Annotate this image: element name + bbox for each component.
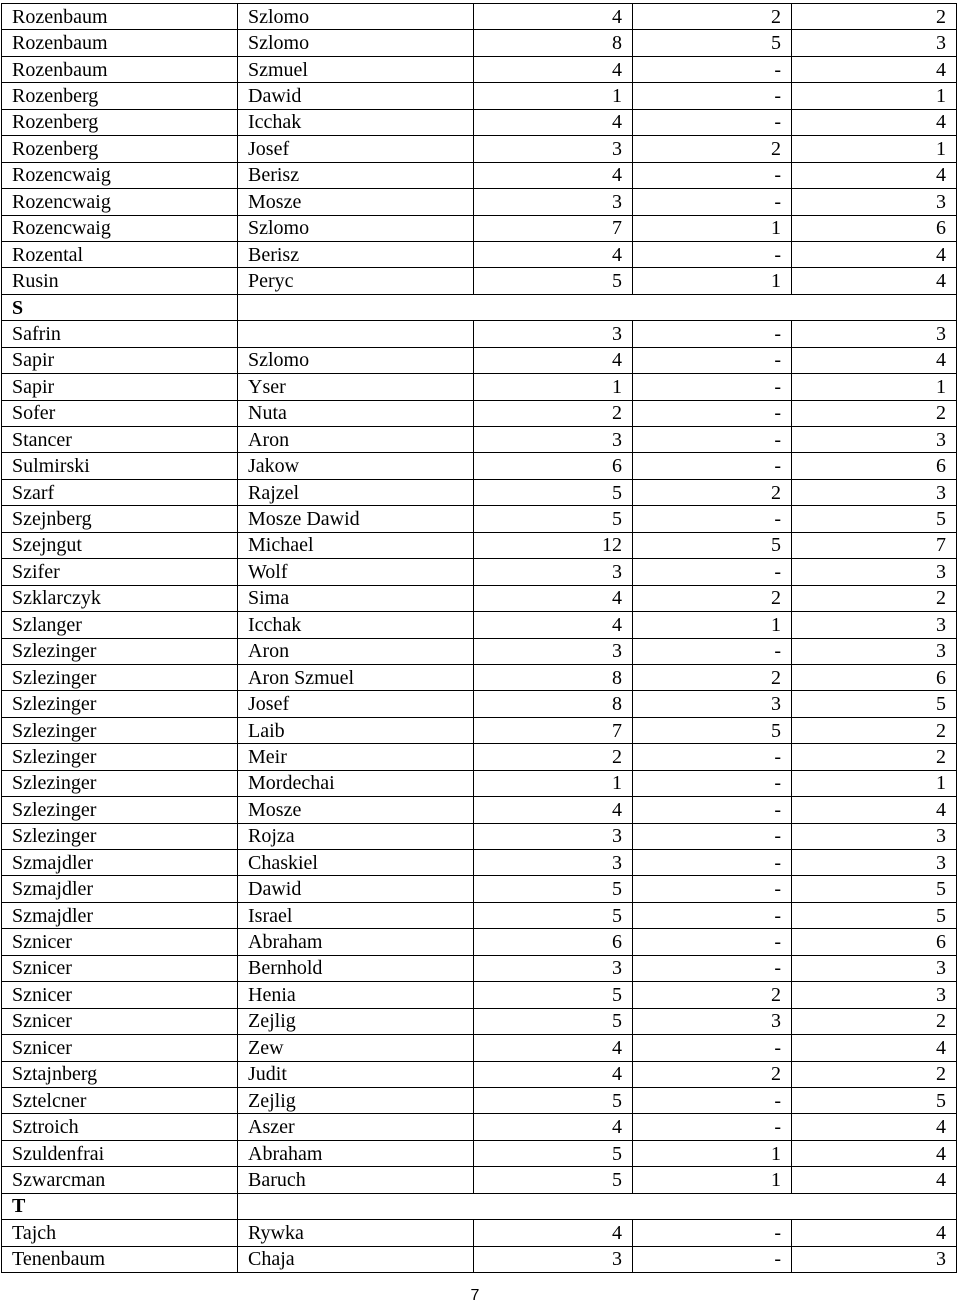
table-row <box>2 506 957 532</box>
count-third-cell: 6 <box>792 215 957 241</box>
given-name-cell: Aron <box>238 638 474 664</box>
table-row <box>2 876 957 902</box>
surname-cell: Sznicer <box>2 1035 238 1061</box>
table-row <box>2 1140 957 1166</box>
given-name-cell: Josef <box>238 136 474 162</box>
count-third-cell: 2 <box>792 744 957 770</box>
given-name-cell: Chaja <box>238 1246 474 1272</box>
count-total-cell: 7 <box>474 215 633 241</box>
given-name-cell: Sima <box>238 585 474 611</box>
count-total-cell: 4 <box>474 585 633 611</box>
table-row <box>2 532 957 558</box>
table-row <box>2 929 957 955</box>
given-name-cell: Michael <box>238 532 474 558</box>
count-third-cell: 5 <box>792 876 957 902</box>
count-total-cell: 5 <box>474 479 633 505</box>
given-name-cell: Mosze Dawid <box>238 506 474 532</box>
given-name-cell: Zew <box>238 1035 474 1061</box>
table-row <box>2 215 957 241</box>
count-second-cell: - <box>633 744 792 770</box>
count-second-cell: 1 <box>633 612 792 638</box>
count-third-cell: 6 <box>792 664 957 690</box>
count-total-cell: 3 <box>474 823 633 849</box>
table-row <box>2 1061 957 1087</box>
table-row <box>2 1008 957 1034</box>
records-table <box>1 3 957 1273</box>
given-name-cell: Meir <box>238 744 474 770</box>
table-row <box>2 982 957 1008</box>
count-total-cell: 4 <box>474 1220 633 1246</box>
count-third-cell: 4 <box>792 1167 957 1193</box>
surname-cell: Sztajnberg <box>2 1061 238 1087</box>
count-total-cell: 8 <box>474 664 633 690</box>
surname-cell: Szmajdler <box>2 902 238 928</box>
table-row <box>2 717 957 743</box>
count-total-cell: 4 <box>474 347 633 373</box>
given-name-cell: Icchak <box>238 109 474 135</box>
given-name-cell: Mordechai <box>238 770 474 796</box>
count-third-cell: 3 <box>792 1246 957 1272</box>
surname-cell: Sznicer <box>2 955 238 981</box>
count-total-cell: 4 <box>474 241 633 267</box>
count-total-cell: 3 <box>474 189 633 215</box>
given-name-cell: Mosze <box>238 189 474 215</box>
surname-cell: Szwarcman <box>2 1167 238 1193</box>
count-third-cell: 4 <box>792 347 957 373</box>
count-second-cell: 5 <box>633 717 792 743</box>
count-total-cell: 4 <box>474 56 633 82</box>
count-second-cell: 5 <box>633 30 792 56</box>
table-row <box>2 691 957 717</box>
given-name-cell: Icchak <box>238 612 474 638</box>
count-total-cell: 3 <box>474 638 633 664</box>
count-third-cell: 5 <box>792 902 957 928</box>
count-total-cell: 1 <box>474 83 633 109</box>
table-row <box>2 585 957 611</box>
surname-cell: Stancer <box>2 427 238 453</box>
table-row <box>2 427 957 453</box>
count-total-cell: 4 <box>474 797 633 823</box>
surname-cell: Szuldenfrai <box>2 1140 238 1166</box>
table-row <box>2 109 957 135</box>
count-total-cell: 8 <box>474 30 633 56</box>
count-second-cell: 3 <box>633 1008 792 1034</box>
count-third-cell: 3 <box>792 982 957 1008</box>
count-third-cell: 4 <box>792 268 957 294</box>
given-name-cell: Yser <box>238 374 474 400</box>
given-name-cell: Zejlig <box>238 1087 474 1113</box>
given-name-cell: Aron <box>238 427 474 453</box>
surname-cell: Sztroich <box>2 1114 238 1140</box>
count-third-cell: 4 <box>792 241 957 267</box>
table-row <box>2 744 957 770</box>
count-total-cell: 3 <box>474 321 633 347</box>
count-third-cell: 3 <box>792 479 957 505</box>
surname-cell: Sofer <box>2 400 238 426</box>
surname-cell: Szejngut <box>2 532 238 558</box>
count-total-cell: 5 <box>474 1140 633 1166</box>
count-total-cell: 4 <box>474 1061 633 1087</box>
given-name-cell: Szmuel <box>238 56 474 82</box>
given-name-cell: Abraham <box>238 929 474 955</box>
count-third-cell: 3 <box>792 955 957 981</box>
count-second-cell: - <box>633 1114 792 1140</box>
surname-cell: Rozencwaig <box>2 162 238 188</box>
given-name-cell: Jakow <box>238 453 474 479</box>
table-row <box>2 321 957 347</box>
given-name-cell: Rajzel <box>238 479 474 505</box>
surname-cell: Rozencwaig <box>2 215 238 241</box>
surname-cell: Rozencwaig <box>2 189 238 215</box>
count-third-cell: 4 <box>792 1114 957 1140</box>
table-row <box>2 136 957 162</box>
count-second-cell: - <box>633 638 792 664</box>
page-number: 7 <box>470 1287 480 1304</box>
given-name-cell: Szlomo <box>238 4 474 30</box>
surname-cell: Rozenberg <box>2 109 238 135</box>
surname-cell: Szejnberg <box>2 506 238 532</box>
count-total-cell: 5 <box>474 1008 633 1034</box>
given-name-cell: Laib <box>238 717 474 743</box>
count-second-cell: - <box>633 929 792 955</box>
given-name-cell: Dawid <box>238 876 474 902</box>
given-name-cell: Szlomo <box>238 30 474 56</box>
count-third-cell: 7 <box>792 532 957 558</box>
surname-cell: Rusin <box>2 268 238 294</box>
count-third-cell: 3 <box>792 850 957 876</box>
count-total-cell: 4 <box>474 4 633 30</box>
count-second-cell: - <box>633 1087 792 1113</box>
given-name-cell: Aron Szmuel <box>238 664 474 690</box>
count-total-cell: 2 <box>474 400 633 426</box>
count-third-cell: 1 <box>792 136 957 162</box>
count-second-cell: 2 <box>633 664 792 690</box>
section-letter-row <box>2 294 957 320</box>
count-second-cell: 3 <box>633 691 792 717</box>
section-letter: S <box>2 294 238 320</box>
table-row <box>2 347 957 373</box>
count-total-cell: 4 <box>474 162 633 188</box>
table-row <box>2 30 957 56</box>
count-second-cell: - <box>633 321 792 347</box>
count-third-cell: 4 <box>792 797 957 823</box>
count-total-cell: 6 <box>474 929 633 955</box>
table-row <box>2 850 957 876</box>
count-second-cell: - <box>633 453 792 479</box>
count-total-cell: 3 <box>474 559 633 585</box>
count-second-cell: 1 <box>633 1140 792 1166</box>
count-total-cell: 4 <box>474 109 633 135</box>
table-row <box>2 638 957 664</box>
count-second-cell: - <box>633 770 792 796</box>
count-second-cell: 2 <box>633 4 792 30</box>
given-name-cell: Berisz <box>238 241 474 267</box>
table-row <box>2 162 957 188</box>
count-second-cell: - <box>633 56 792 82</box>
count-third-cell: 1 <box>792 374 957 400</box>
count-third-cell: 6 <box>792 929 957 955</box>
count-second-cell: - <box>633 876 792 902</box>
count-total-cell: 5 <box>474 982 633 1008</box>
section-letter-empty-cell <box>238 1193 957 1219</box>
surname-cell: Szlezinger <box>2 744 238 770</box>
given-name-cell: Berisz <box>238 162 474 188</box>
count-second-cell: - <box>633 347 792 373</box>
surname-cell: Rozental <box>2 241 238 267</box>
count-second-cell: - <box>633 850 792 876</box>
given-name-cell <box>238 321 474 347</box>
surname-cell: Szlezinger <box>2 823 238 849</box>
surname-cell: Sapir <box>2 347 238 373</box>
surname-cell: Szmajdler <box>2 876 238 902</box>
surname-cell: Szmajdler <box>2 850 238 876</box>
table-row <box>2 4 957 30</box>
count-second-cell: - <box>633 1035 792 1061</box>
surname-cell: Szlezinger <box>2 717 238 743</box>
count-second-cell: - <box>633 427 792 453</box>
count-third-cell: 6 <box>792 453 957 479</box>
surname-cell: Sznicer <box>2 982 238 1008</box>
table-row <box>2 770 957 796</box>
count-total-cell: 4 <box>474 612 633 638</box>
count-third-cell: 3 <box>792 612 957 638</box>
count-total-cell: 12 <box>474 532 633 558</box>
given-name-cell: Szlomo <box>238 215 474 241</box>
given-name-cell: Chaskiel <box>238 850 474 876</box>
table-row <box>2 189 957 215</box>
surname-cell: Tenenbaum <box>2 1246 238 1272</box>
table-row <box>2 400 957 426</box>
count-second-cell: - <box>633 955 792 981</box>
count-second-cell: - <box>633 506 792 532</box>
surname-cell: Szlezinger <box>2 664 238 690</box>
table-row <box>2 797 957 823</box>
count-second-cell: 1 <box>633 215 792 241</box>
count-third-cell: 4 <box>792 56 957 82</box>
count-total-cell: 7 <box>474 717 633 743</box>
table-row <box>2 1114 957 1140</box>
count-third-cell: 4 <box>792 162 957 188</box>
surname-cell: Rozenberg <box>2 136 238 162</box>
surname-cell: Rozenbaum <box>2 4 238 30</box>
count-total-cell: 4 <box>474 1114 633 1140</box>
table-row <box>2 559 957 585</box>
count-total-cell: 3 <box>474 427 633 453</box>
count-third-cell: 2 <box>792 1061 957 1087</box>
count-third-cell: 5 <box>792 691 957 717</box>
given-name-cell: Wolf <box>238 559 474 585</box>
count-second-cell: 2 <box>633 479 792 505</box>
table-row <box>2 955 957 981</box>
table-row <box>2 612 957 638</box>
count-second-cell: 1 <box>633 1167 792 1193</box>
count-second-cell: - <box>633 1220 792 1246</box>
surname-cell: Szlanger <box>2 612 238 638</box>
count-third-cell: 3 <box>792 30 957 56</box>
count-third-cell: 2 <box>792 717 957 743</box>
section-letter-row <box>2 1193 957 1219</box>
count-second-cell: - <box>633 1246 792 1272</box>
surname-cell: Sztelcner <box>2 1087 238 1113</box>
count-second-cell: - <box>633 797 792 823</box>
table-row <box>2 823 957 849</box>
count-total-cell: 1 <box>474 374 633 400</box>
count-total-cell: 5 <box>474 1087 633 1113</box>
count-total-cell: 3 <box>474 1246 633 1272</box>
given-name-cell: Peryc <box>238 268 474 294</box>
count-third-cell: 4 <box>792 1220 957 1246</box>
count-third-cell: 3 <box>792 638 957 664</box>
given-name-cell: Szlomo <box>238 347 474 373</box>
count-second-cell: 2 <box>633 1061 792 1087</box>
surname-cell: Szklarczyk <box>2 585 238 611</box>
count-third-cell: 5 <box>792 1087 957 1113</box>
count-total-cell: 8 <box>474 691 633 717</box>
table-row <box>2 902 957 928</box>
table-row <box>2 1035 957 1061</box>
section-letter-empty-cell <box>238 294 957 320</box>
given-name-cell: Bernhold <box>238 955 474 981</box>
given-name-cell: Nuta <box>238 400 474 426</box>
table-row <box>2 1246 957 1272</box>
count-second-cell: - <box>633 162 792 188</box>
table-row <box>2 374 957 400</box>
table-row <box>2 453 957 479</box>
surname-cell: Safrin <box>2 321 238 347</box>
surname-cell: Rozenbaum <box>2 56 238 82</box>
table-row <box>2 1220 957 1246</box>
count-total-cell: 5 <box>474 506 633 532</box>
count-second-cell: - <box>633 374 792 400</box>
count-second-cell: 5 <box>633 532 792 558</box>
count-third-cell: 4 <box>792 1035 957 1061</box>
count-third-cell: 2 <box>792 400 957 426</box>
surname-cell: Szlezinger <box>2 770 238 796</box>
surname-cell: Sznicer <box>2 1008 238 1034</box>
count-third-cell: 4 <box>792 109 957 135</box>
given-name-cell: Rywka <box>238 1220 474 1246</box>
count-third-cell: 3 <box>792 427 957 453</box>
surname-cell: Tajch <box>2 1220 238 1246</box>
count-third-cell: 3 <box>792 321 957 347</box>
count-total-cell: 4 <box>474 1035 633 1061</box>
count-second-cell: - <box>633 400 792 426</box>
count-third-cell: 1 <box>792 83 957 109</box>
table-row <box>2 83 957 109</box>
surname-cell: Szlezinger <box>2 638 238 664</box>
section-letter: T <box>2 1193 238 1219</box>
surname-cell: Szlezinger <box>2 691 238 717</box>
given-name-cell: Dawid <box>238 83 474 109</box>
count-third-cell: 2 <box>792 1008 957 1034</box>
count-second-cell: - <box>633 83 792 109</box>
surname-cell: Rozenberg <box>2 83 238 109</box>
count-total-cell: 5 <box>474 1167 633 1193</box>
count-total-cell: 1 <box>474 770 633 796</box>
count-second-cell: - <box>633 559 792 585</box>
table-row <box>2 664 957 690</box>
count-total-cell: 3 <box>474 850 633 876</box>
count-second-cell: - <box>633 823 792 849</box>
count-third-cell: 3 <box>792 559 957 585</box>
count-second-cell: - <box>633 902 792 928</box>
count-second-cell: - <box>633 241 792 267</box>
count-third-cell: 1 <box>792 770 957 796</box>
table-row <box>2 1087 957 1113</box>
count-second-cell: 2 <box>633 585 792 611</box>
surname-cell: Szifer <box>2 559 238 585</box>
count-second-cell: 2 <box>633 982 792 1008</box>
given-name-cell: Zejlig <box>238 1008 474 1034</box>
count-second-cell: - <box>633 109 792 135</box>
count-third-cell: 3 <box>792 189 957 215</box>
count-total-cell: 5 <box>474 876 633 902</box>
count-second-cell: 1 <box>633 268 792 294</box>
count-total-cell: 2 <box>474 744 633 770</box>
table-row <box>2 268 957 294</box>
count-third-cell: 3 <box>792 823 957 849</box>
surname-cell: Sulmirski <box>2 453 238 479</box>
count-total-cell: 3 <box>474 955 633 981</box>
given-name-cell: Rojza <box>238 823 474 849</box>
count-third-cell: 5 <box>792 506 957 532</box>
count-third-cell: 2 <box>792 4 957 30</box>
table-row <box>2 56 957 82</box>
given-name-cell: Mosze <box>238 797 474 823</box>
surname-cell: Sapir <box>2 374 238 400</box>
given-name-cell: Henia <box>238 982 474 1008</box>
count-third-cell: 2 <box>792 585 957 611</box>
count-total-cell: 5 <box>474 902 633 928</box>
given-name-cell: Aszer <box>238 1114 474 1140</box>
surname-cell: Szlezinger <box>2 797 238 823</box>
table-row <box>2 479 957 505</box>
count-second-cell: - <box>633 189 792 215</box>
table-row <box>2 241 957 267</box>
given-name-cell: Josef <box>238 691 474 717</box>
surname-cell: Sznicer <box>2 929 238 955</box>
count-third-cell: 4 <box>792 1140 957 1166</box>
table-row <box>2 1167 957 1193</box>
count-second-cell: 2 <box>633 136 792 162</box>
given-name-cell: Baruch <box>238 1167 474 1193</box>
surname-cell: Szarf <box>2 479 238 505</box>
surname-cell: Rozenbaum <box>2 30 238 56</box>
given-name-cell: Abraham <box>238 1140 474 1166</box>
given-name-cell: Judit <box>238 1061 474 1087</box>
given-name-cell: Israel <box>238 902 474 928</box>
records-table-body <box>2 4 957 1273</box>
count-total-cell: 3 <box>474 136 633 162</box>
count-total-cell: 5 <box>474 268 633 294</box>
count-total-cell: 6 <box>474 453 633 479</box>
